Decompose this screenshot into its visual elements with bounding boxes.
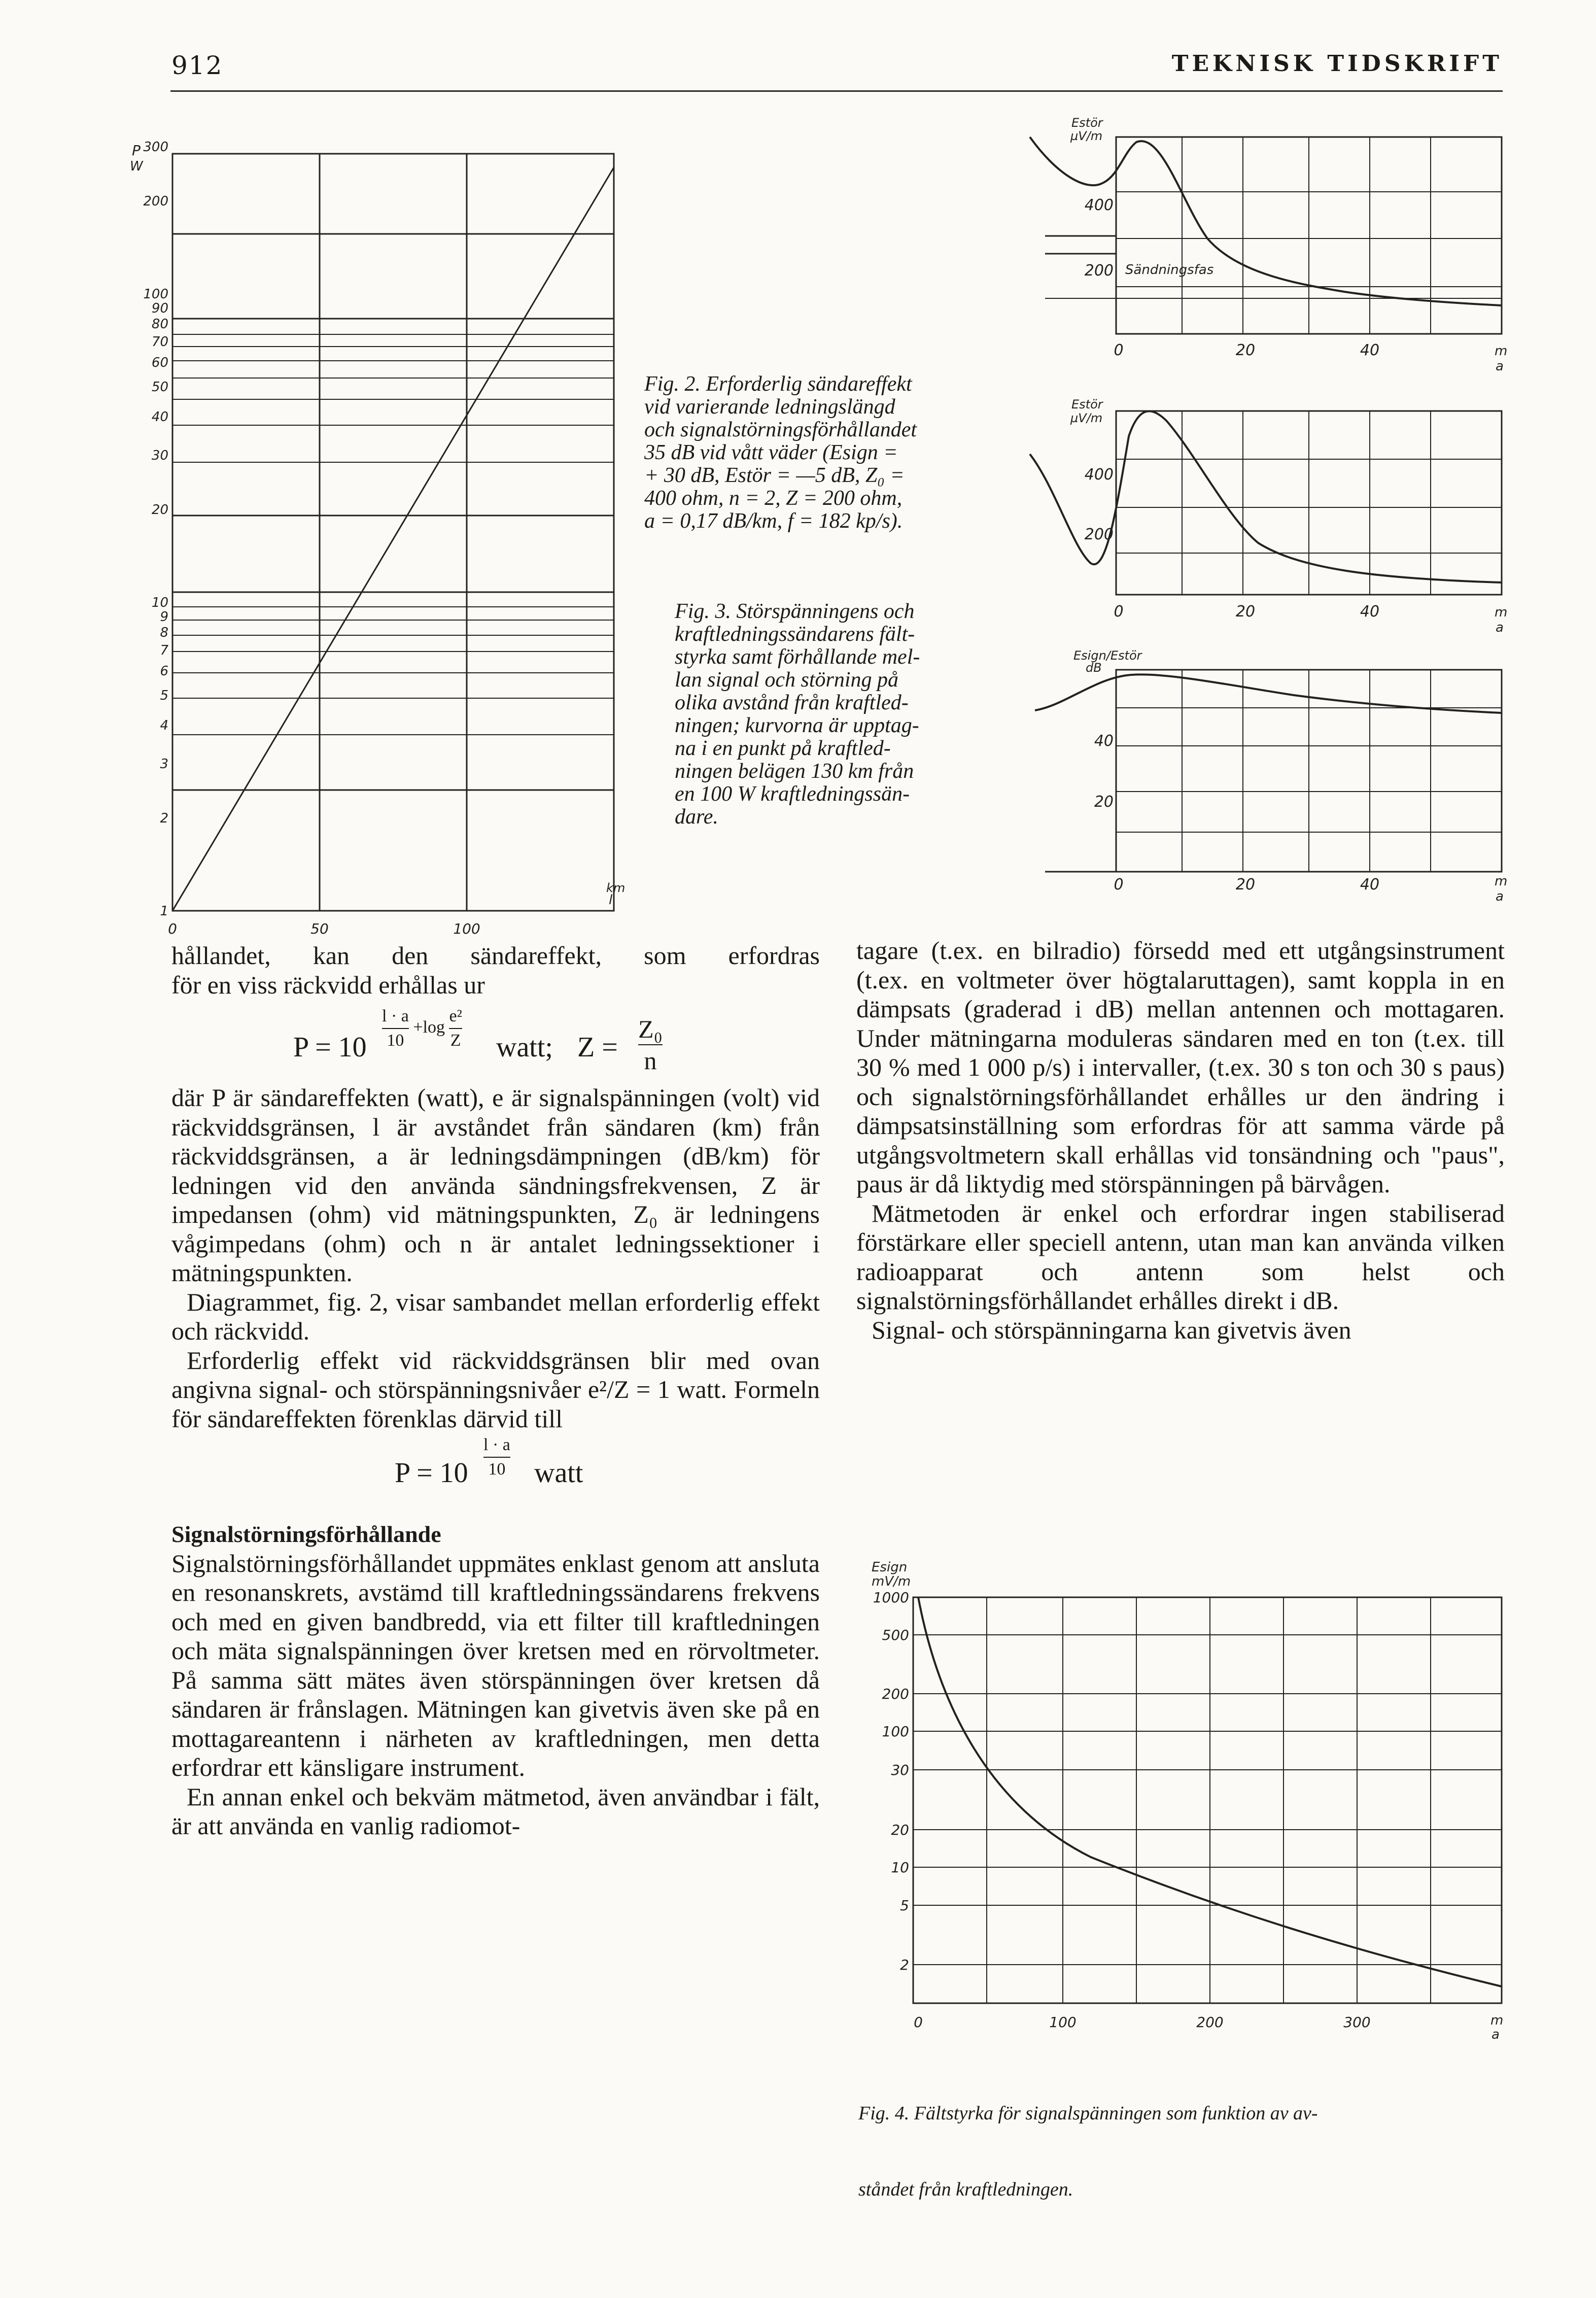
- fig3b-tick-200: 200: [1084, 526, 1114, 543]
- fig4-ytick-5: 5: [900, 1897, 909, 1914]
- right-p3: Signal- och störspänningarna kan givetvis även: [872, 1315, 1351, 1344]
- fig3a-tick-400: 400: [1084, 196, 1114, 214]
- fig2-ytick-300: 300: [143, 140, 168, 155]
- fig4-ytick-200: 200: [882, 1686, 909, 1702]
- fig4-xtick-200: 200: [1196, 2014, 1224, 2031]
- fig4-xtick-300: 300: [1343, 2014, 1371, 2031]
- fig2-xvar: l: [609, 893, 613, 908]
- fig4-caption-line2: ståndet från kraftledningen.: [858, 2179, 1073, 2200]
- fig3a-x20: 20: [1235, 341, 1256, 359]
- formula-2-watt: watt: [534, 1457, 583, 1489]
- fig3b-xunit-m: m: [1495, 605, 1508, 620]
- left-p4: Erforderlig effekt vid räckviddsgränsen blir med ovan angivna signal- och störspänningsnivåer e²/Z = 1 watt. Formeln för sändareffekten förenklas därvid till: [171, 1346, 820, 1433]
- fig2-ytick-4: 4: [160, 718, 168, 733]
- fig2-ytick-2: 2: [160, 811, 168, 826]
- fig4-caption: [858, 2050, 1318, 2227]
- fig3c-xunit-a: a: [1496, 889, 1504, 904]
- fig4-ytick-100: 100: [882, 1723, 909, 1740]
- fig2-ytick-50: 50: [151, 380, 168, 395]
- fig3b-x20: 20: [1235, 603, 1256, 621]
- formula-1-exponent: [382, 1005, 462, 1052]
- left-p1-line2: för en viss räckvidd erhållas ur: [171, 970, 485, 999]
- left-p2: där P är sändareffekten (watt), e är signalspänningen (volt) vid räckviddsgränsen, l är avståndet från sändaren (km) från räckviddsgränsen, a är ledningsdämpningen (dB/km) för ledningen vid den använda sändningsfrekvensen, Z är impedansen (ohm) vid mätningspunkten, Z₀ är ledningens vågimpedans (ohm) och n är antalet ledningssektioner i mätningspunkten.: [171, 1083, 820, 1287]
- fig4-ytick-30: 30: [891, 1762, 909, 1778]
- formula-2-P: P = 10: [395, 1457, 468, 1489]
- fig2-ytick-6: 6: [160, 664, 168, 679]
- fig3c-xunit-m: m: [1495, 874, 1508, 889]
- right-p1: tagare (t.ex. en bilradio) försedd med ett utgångsinstrument (t.ex. en voltmeter över högtalaruttagen), samt koppla in en dämpsats (graderad i dB) mellan antennen och mottagaren. Under mätningarna moduleras sändaren med en ton (t.ex. till 30 % med 1 000 p/s) i intervaller, (t.ex. 30 s ton och 30 s paus) och signalstörningsförhållandet erhålles ur den ändring i dämpsatsinställning som erfordras för att samma värde på utgångsvoltmetern skall erhållas vid tonsändning och "paus", paus är då liktydig med störspänningen på bärvågen.: [856, 936, 1505, 1198]
- fig4-xunit-a: a: [1491, 2027, 1500, 2042]
- fig4-xtick-0: 0: [914, 2014, 923, 2031]
- formula-1-exp-den: 10: [387, 1031, 404, 1050]
- left-p3: Diagrammet, fig. 2, visar sambandet mellan erforderlig effekt och räckvidd.: [171, 1287, 820, 1345]
- fig3c-tick-40: 40: [1094, 732, 1114, 750]
- formula-1-n: n: [644, 1046, 657, 1075]
- fig2-xtick-100: 100: [453, 920, 480, 937]
- right-p2: Mätmetoden är enkel och erfordrar ingen stabiliserad förstärkare eller speciell antenn, utan man kan använda vilken radioapparat och antenn som helst och signalstörningsförhållandet erhålles direkt i dB.: [856, 1198, 1505, 1315]
- fig2-ytick-9: 9: [160, 609, 168, 625]
- journal-title: TEKNISK TIDSKRIFT: [1171, 51, 1503, 77]
- formula-1-fraction: [638, 1014, 663, 1076]
- fig2-ytick-80: 80: [151, 317, 168, 332]
- fig2-xunit: km: [606, 881, 626, 895]
- fig4-xunit-m: m: [1490, 2013, 1504, 2028]
- formula-2-exp-num: l · a: [483, 1433, 510, 1458]
- fig3c-x0: 0: [1114, 876, 1124, 894]
- fig3c-ylabel: Esign/Estör: [1073, 648, 1142, 663]
- fig3b-x0: 0: [1114, 603, 1124, 621]
- fig2-ytick-30: 30: [151, 448, 168, 463]
- left-column: [171, 941, 820, 1841]
- fig2-ytick-90: 90: [151, 301, 168, 316]
- fig4-ytick-20: 20: [891, 1822, 909, 1838]
- fig2-ytick-1: 1: [160, 904, 168, 919]
- formula-1-exp-log: +log: [413, 1017, 445, 1037]
- fig2-ytick-200: 200: [143, 194, 168, 209]
- fig4-ytick-2: 2: [900, 1957, 909, 1973]
- fig2-ylabel: P: [132, 142, 141, 159]
- fig3-caption: Fig. 3. Störspänningens och kraftledningssändarens fält- styrka samt förhållande mel- lan signal och störning på olika avstånd från kraftled- ningen; kurvorna är upptag- na i en punkt på kraftled- ningen belägen 130 km från en 100 W kraftledningssän- dare.: [675, 600, 920, 829]
- formula-1-z0: Z₀: [638, 1014, 663, 1045]
- fig2-ytick-8: 8: [160, 625, 168, 640]
- fig3a-xunit-m: m: [1495, 344, 1508, 359]
- fig3b-xunit-a: a: [1496, 620, 1504, 635]
- formula-2-exp-den: 10: [488, 1460, 506, 1479]
- left-p1-line1: hållandet, kan den sändareffekt, som erfordras: [171, 941, 820, 970]
- fig4-caption-line1: Fig. 4. Fältstyrka för signalspänningen som funktion av av-: [858, 2103, 1318, 2124]
- fig3-chart: [1015, 112, 1537, 913]
- header-rule: [170, 90, 1503, 92]
- section-heading: Signalstörningsförhållande: [171, 1521, 441, 1547]
- fig2-xtick-0: 0: [168, 920, 177, 937]
- fig2-ytick-40: 40: [151, 409, 168, 425]
- fig4-chart: [852, 1553, 1542, 2040]
- formula-1-exp-z: Z: [450, 1031, 461, 1050]
- fig4-xtick-100: 100: [1049, 2014, 1077, 2031]
- fig3c-tick-20: 20: [1094, 793, 1114, 811]
- fig3a-annotation: Sändningsfas: [1125, 262, 1214, 278]
- fig2-xtick-50: 50: [310, 920, 329, 937]
- fig3a-ylabel: Estör: [1071, 116, 1103, 130]
- fig2-ytick-3: 3: [160, 757, 168, 772]
- fig3b-ylabel: Estör: [1071, 397, 1103, 411]
- fig4-ylabel: Esign: [872, 1560, 908, 1575]
- right-column: [856, 936, 1505, 1345]
- fig4-ytick-1000: 1000: [873, 1589, 909, 1606]
- formula-2-exponent: [483, 1433, 510, 1481]
- fig3b-tick-400: 400: [1084, 466, 1114, 484]
- fig2-ytick-10: 10: [151, 595, 168, 610]
- fig3a-yunit: µV/m: [1070, 129, 1103, 143]
- fig2-chart: [130, 127, 634, 937]
- fig2-curve: [172, 167, 614, 911]
- formula-1-exp-num: l · a: [382, 1005, 409, 1029]
- formula-1: [293, 1000, 820, 1083]
- fig4-ytick-10: 10: [891, 1859, 909, 1876]
- fig2-caption: Fig. 2. Erforderlig sändareffekt vid varierande ledningslängd och signalstörningsförhållandet 35 dB vid vått väder (Esign = + 30 dB, Estör = —5 dB, Z₀ = 400 ohm, n = 2, Z = 200 ohm, a = 0,17 dB/km, f = 182 kp/s).: [644, 372, 917, 533]
- fig3a-tick-200: 200: [1084, 262, 1114, 280]
- fig3b-yunit: µV/m: [1070, 411, 1103, 425]
- formula-1-Z: Z =: [577, 1032, 618, 1063]
- formula-1-watt: watt;: [496, 1032, 553, 1063]
- fig2-ytick-100: 100: [143, 287, 168, 302]
- fig4-yunit: mV/m: [872, 1574, 911, 1589]
- fig2-ytick-20: 20: [151, 502, 168, 518]
- fig3a-x40: 40: [1360, 341, 1380, 359]
- fig2-ytick-70: 70: [151, 334, 168, 350]
- fig3b-x40: 40: [1360, 603, 1380, 621]
- fig2-ytick-7: 7: [160, 643, 168, 658]
- fig3c-x20: 20: [1235, 876, 1256, 894]
- formula-1-exp-e2: e²: [449, 1005, 462, 1029]
- fig3c-x40: 40: [1360, 876, 1380, 894]
- fig3c-yunit: dB: [1086, 661, 1102, 675]
- fig2-ytick-5: 5: [160, 688, 168, 703]
- left-p6: En annan enkel och bekväm mätmetod, även användbar i fält, är att använda en vanlig radiomot-: [171, 1782, 820, 1840]
- fig4-ytick-500: 500: [882, 1627, 909, 1643]
- formula-1-P: P = 10: [293, 1032, 367, 1063]
- fig3a-xunit-a: a: [1496, 359, 1504, 374]
- fig2-ytick-60: 60: [151, 355, 168, 370]
- page-number: 912: [171, 51, 223, 80]
- left-p5: Signalstörningsförhållandet uppmätes enklast genom att ansluta en resonanskrets, avstämd till kraftledningssändarens frekvens och med en given bandbredd, via ett filter till kraftledningen och mäta signalspänningen över kretsen med en rörvoltmeter. På samma sätt mätes även störspänningen över kretsen då sändaren är frånslagen. Mätningen kan givetvis även ske på en mottagareantenn i närheten av kraftledningen, men detta erfordrar ett känsligare instrument.: [171, 1549, 820, 1781]
- formula-2: [395, 1433, 820, 1499]
- fig3a-x0: 0: [1114, 341, 1124, 359]
- fig2-yunit: W: [130, 159, 143, 174]
